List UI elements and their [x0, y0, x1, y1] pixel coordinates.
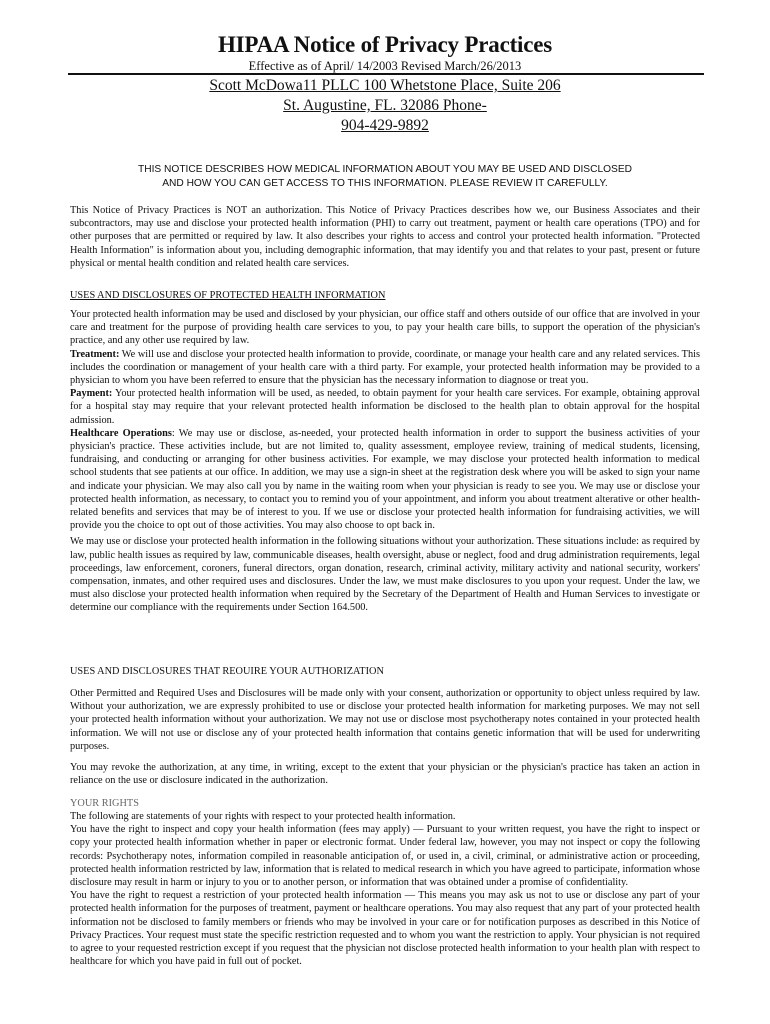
treatment-text: We will use and disclose your protected health information to provide, coordinate, or manage your health care and any related services. This includes the coordination or management of your health care with a third party. For example, your protected health information may be provided to a physician to whom you have been referred to ensure that the physician has the necessary information to diagnose or treat you. — [70, 348, 700, 387]
notice-banner — [90, 163, 680, 191]
payment-text: Your protected health information will be used, as needed, to obtain payment for your health care services. For example, obtaining approval for a hospital stay may require that your relevant protected health information be disclosed to the health plan to obtain approval for the hospital admission. — [70, 388, 700, 426]
treatment-paragraph — [70, 348, 700, 388]
intro-paragraph: This Notice of Privacy Practices is NOT an authorization. This Notice of Privacy Practices describes how we, our Business Associates and their subcontractors, may use and disclose your protected health information (PHI) to carry out treatment, payment or health care operations (TPO) and for other purposes that are permitted or required by law. It also describes your rights to access and control your protected health information. "Protected Health Information" is information about you, including demographic information, that may identify you and that relates to your past, present or future physical or mental health condition and related health care services. — [70, 205, 700, 269]
effective-date: Effective as of April/ 14/2003 Revised March/26/2013 — [248, 59, 522, 73]
notice-line-1: THIS NOTICE DESCRIBES HOW MEDICAL INFORMATION ABOUT YOU MAY BE USED AND DISCLOSED — [138, 164, 632, 175]
operations-paragraph — [70, 427, 700, 533]
operations-label: Healthcare Operations — [70, 427, 172, 439]
rights-paragraph-3: You have the right to request a restriction of your protected health information — This means you may ask us not to use or disclose any part of your protected health information for the purposes of treatment, payment or healthcare operations. You may also request that any part of your protected health information not be disclosed to family members or friends who may be involved in your care or for notification purposes as described in this Notice of Privacy Practices. Your request must state the specific restriction requested and to whom you want the restriction to apply. Your physician is not required to agree to your requested restriction except if you request that the physician not disclose protected health information to your health plan with respect to healthcare for which you have paid in full out of pocket. — [70, 890, 700, 968]
treatment-label: Treatment: — [70, 348, 120, 360]
without-authorization-paragraph: We may use or disclose your protected health information in the following situations without your authorization. These situations include: as required by law, public health issues as required by law, communicable diseases, health oversight, abuse or neglect, food and drug administration requirements, legal proceedings, law enforcement, coroners, funeral directors, organ donation, research, criminal activity, military activity and national security, workers' compensation, inmates, and other required uses and disclosures. Under the law, we must make disclosures to you upon your request. Under the law, we must also disclose your protected health information when required by the Secretary of the Department of Health and Human Services to investigate or determine our compliance with the requirements under Section 164.500. — [70, 536, 700, 614]
uses-heading: USES AND DISCLOSURES OF PROTECTED HEALTH INFORMATION — [70, 290, 386, 301]
practice-address — [0, 76, 770, 136]
notice-line-2: AND HOW YOU CAN GET ACCESS TO THIS INFORMATION. PLEASE REVIEW IT CAREFULLY. — [162, 178, 608, 189]
page-title: HIPAA Notice of Privacy Practices — [217, 32, 552, 57]
uses-section — [70, 289, 700, 615]
address-phone: 904-429-9892 — [341, 117, 429, 134]
address-line-1: Scott McDowa11 PLLC 100 Whetstone Place, Suite 206 — [209, 77, 561, 94]
authorization-section — [70, 665, 700, 787]
authorization-heading: USES AND DISCLOSURES THAT REOUIRE YOUR AUTHORIZATION — [70, 666, 384, 677]
address-line-2: St. Augustine, FL. 32086 Phone- — [283, 97, 487, 114]
rights-section — [70, 797, 700, 968]
title-divider — [68, 73, 704, 75]
operations-text: : We may use or disclose, as-needed, your protected health information in order to support the business activities of your physician's practice. These activities include, but are not limited to, quality assessment, employee review, training of medical students, licensing, fundraising, and conducting or arranging for other business activities. For example, we may disclose your protected health information to medical school students that see patients at our office. In addition, we may use a sign-in sheet at the registration desk where you will be asked to sign your name and indicate your physician. We may also call you by name in the waiting room when your physician is ready to see you. We may use or disclose your protected health information, as necessary, to contact you to remind you of your appointment, and inform you about treatment alterative or other health-related benefits and services that may be of interest to you. If we use or disclose your protected health information for fundraising activities, we will provide you the choice to opt out of those activities. You may also choose to opt back in. — [70, 427, 700, 532]
rights-paragraph-2: You have the right to inspect and copy your health information (fees may apply) — Pursuant to your written request, you have the right to inspect or copy your protected health information whether in paper or electronic format. Under federal law, however, you may not inspect or copy the following records: Psychotherapy notes, information compiled in reasonable anticipation of, or used in, a civil, criminal, or administrative action or proceeding, protected health information restricted by law, information that is related to medical research in which you have agreed to participate, information whose disclosure may result in harm or injury to you or to another person, or information that was obtained under a promise of confidentiality. — [70, 824, 700, 889]
rights-heading: YOUR RIGHTS — [70, 798, 139, 809]
authorization-paragraph-2: You may revoke the authorization, at any time, in writing, except to the extent that your physician or the physician's practice has taken an action in reliance on the use or disclosure indicated in the authorization. — [70, 762, 700, 787]
rights-paragraph-1: The following are statements of your rights with respect to your protected health information. — [70, 811, 456, 822]
payment-paragraph — [70, 387, 700, 427]
uses-paragraph: Your protected health information may be used and disclosed by your physician, our office staff and others outside of our office that are involved in your care and treatment for the purpose of providing health care services to you, to pay your health care bills, to support the operation of the physician's practice, and any other use required by law. — [70, 309, 700, 347]
intro-section — [70, 204, 700, 270]
payment-label: Payment: — [70, 388, 113, 400]
authorization-paragraph-1: Other Permitted and Required Uses and Disclosures will be made only with your consent, authorization or opportunity to object unless required by law. Without your authorization, we are expressly prohibited to use or disclose your protected health information for marketing purposes. We may not sell your protected health information without your authorization. We may not use or disclose most psychotherapy notes contained in your protected health information. We will not use or disclose any of your protected health information that contains genetic information that will be used for underwriting purposes. — [70, 688, 700, 752]
